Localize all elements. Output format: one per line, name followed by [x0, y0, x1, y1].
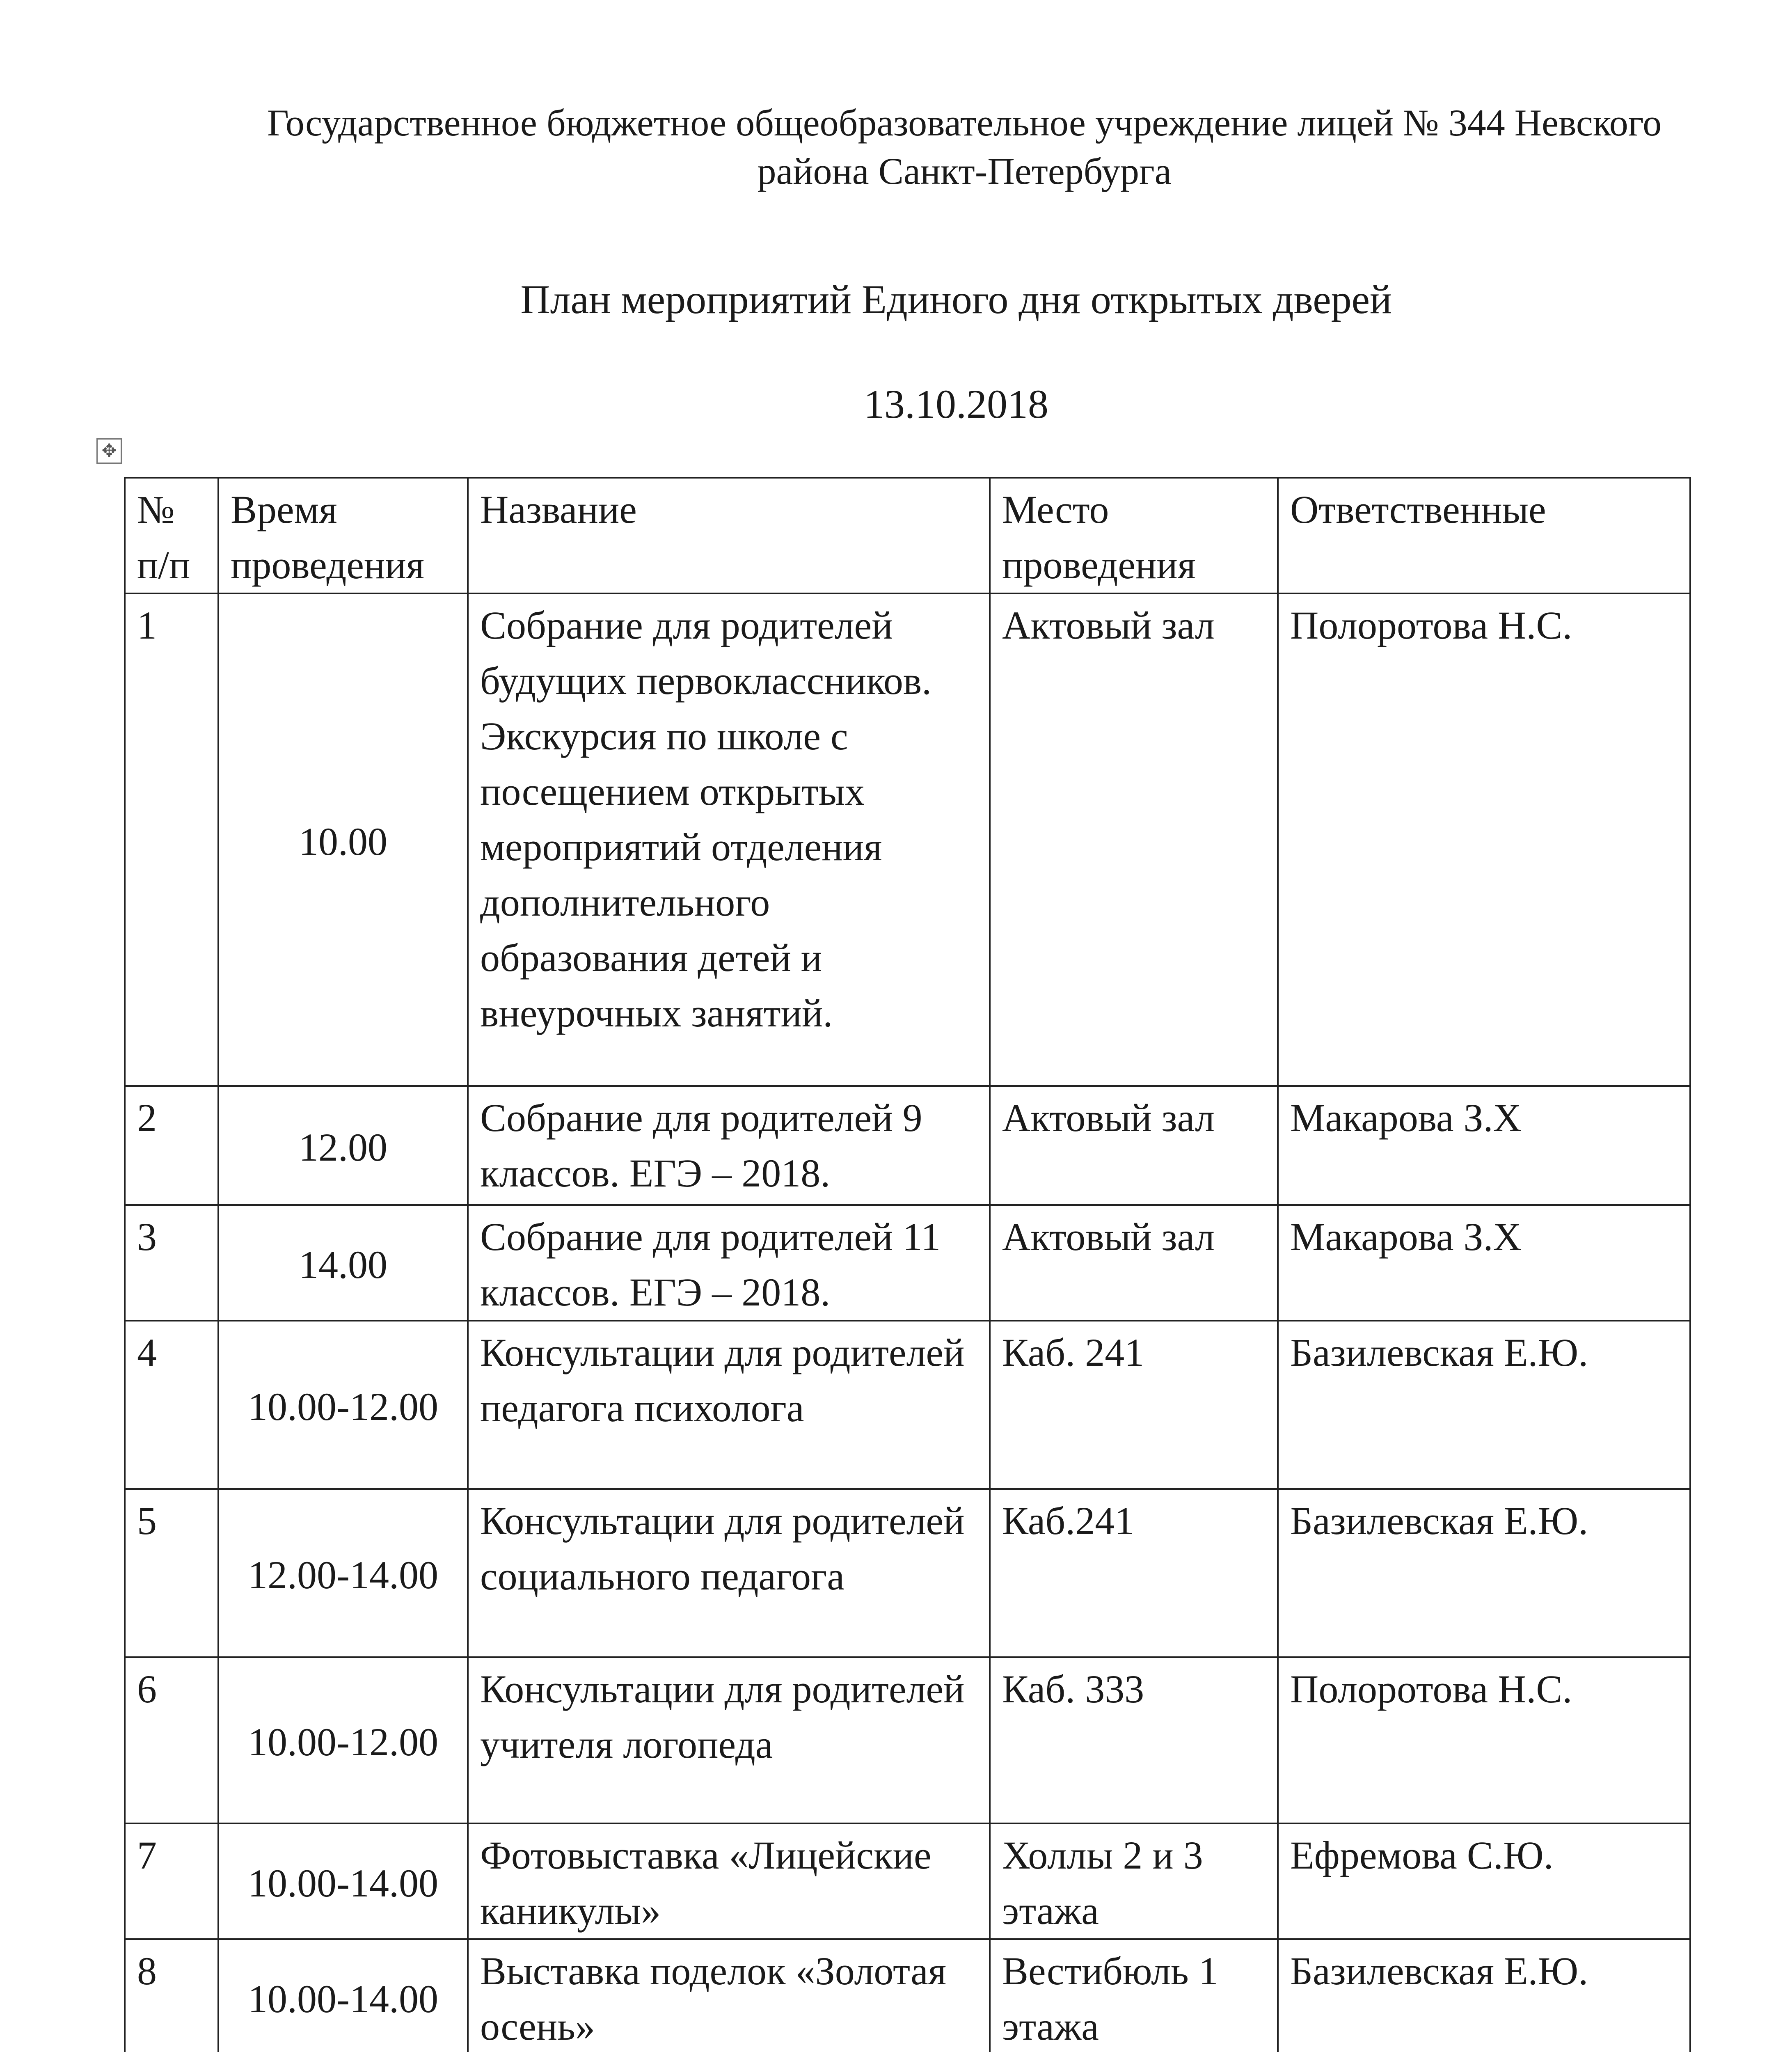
row-name: Консультации для родителей социального педагога — [468, 1489, 990, 1657]
row-time: 10.00 — [218, 593, 468, 1086]
row-responsible: Базилевская Е.Ю. — [1278, 1939, 1690, 2052]
table-row — [125, 1205, 1690, 1321]
row-place: Актовый зал — [990, 593, 1278, 1086]
row-place: Вестибюль 1 этажа — [990, 1939, 1278, 2052]
row-time: 10.00-12.00 — [218, 1321, 468, 1489]
row-number: 1 — [125, 593, 218, 1086]
header-cell-name: Название — [468, 478, 990, 593]
header-cell-place: Место проведения — [990, 478, 1278, 593]
row-time: 14.00 — [218, 1205, 468, 1321]
events-table — [124, 477, 1691, 2052]
row-time: 12.00 — [218, 1086, 468, 1205]
table-row — [125, 1321, 1690, 1489]
organization-name — [172, 98, 1756, 195]
row-name: Собрание для родителей будущих первоклассников. Экскурсия по школе с посещением открытых мероприятий отделения дополнительного образования детей и внеурочных занятий. — [468, 593, 990, 1086]
header-cell-time: Время проведения — [218, 478, 468, 593]
row-place: Каб. 241 — [990, 1321, 1278, 1489]
organization-line-2: района Санкт-Петербурга — [757, 150, 1172, 192]
row-name: Консультации для родителей учителя логопеда — [468, 1657, 990, 1823]
row-responsible: Базилевская Е.Ю. — [1278, 1489, 1690, 1657]
row-name: Собрание для родителей 9 классов. ЕГЭ – 2018. — [468, 1086, 990, 1205]
row-responsible: Полоротова Н.С. — [1278, 593, 1690, 1086]
row-place: Актовый зал — [990, 1086, 1278, 1205]
row-place: Холлы 2 и 3 этажа — [990, 1823, 1278, 1939]
row-time: 10.00-14.00 — [218, 1823, 468, 1939]
row-name: Фотовыставка «Лицейские каникулы» — [468, 1823, 990, 1939]
row-responsible: Ефремова С.Ю. — [1278, 1823, 1690, 1939]
move-handle-icon[interactable]: ✥ — [96, 438, 122, 464]
row-number: 8 — [125, 1939, 218, 2052]
row-name: Консультации для родителей педагога психолога — [468, 1321, 990, 1489]
row-time: 12.00-14.00 — [218, 1489, 468, 1657]
table-row — [125, 1086, 1690, 1205]
row-responsible: Макарова З.Х — [1278, 1205, 1690, 1321]
table-row — [125, 1657, 1690, 1823]
row-responsible: Базилевская Е.Ю. — [1278, 1321, 1690, 1489]
table-row — [125, 1823, 1690, 1939]
row-number: 5 — [125, 1489, 218, 1657]
row-number: 7 — [125, 1823, 218, 1939]
row-number: 2 — [125, 1086, 218, 1205]
row-time: 10.00-12.00 — [218, 1657, 468, 1823]
row-time: 10.00-14.00 — [218, 1939, 468, 2052]
row-responsible: Полоротова Н.С. — [1278, 1657, 1690, 1823]
row-place: Каб.241 — [990, 1489, 1278, 1657]
header-cell-number: № п/п — [125, 478, 218, 593]
row-number: 4 — [125, 1321, 218, 1489]
table-row — [125, 593, 1690, 1086]
table-row — [125, 1489, 1690, 1657]
row-number: 3 — [125, 1205, 218, 1321]
row-responsible: Макарова З.Х — [1278, 1086, 1690, 1205]
row-place: Каб. 333 — [990, 1657, 1278, 1823]
organization-line-1: Государственное бюджетное общеобразовательное учреждение лицей № 344 Невского — [267, 102, 1662, 144]
table-row — [125, 1939, 1690, 2052]
header-cell-responsible: Ответственные — [1278, 478, 1690, 593]
plan-date: 13.10.2018 — [864, 381, 1048, 427]
row-name: Собрание для родителей 11 классов. ЕГЭ – 2018. — [468, 1205, 990, 1321]
row-name: Выставка поделок «Золотая осень» — [468, 1939, 990, 2052]
row-place: Актовый зал — [990, 1205, 1278, 1321]
plan-title: План мероприятий Единого дня открытых дверей — [520, 277, 1392, 322]
row-number: 6 — [125, 1657, 218, 1823]
table-header-row — [125, 478, 1690, 593]
